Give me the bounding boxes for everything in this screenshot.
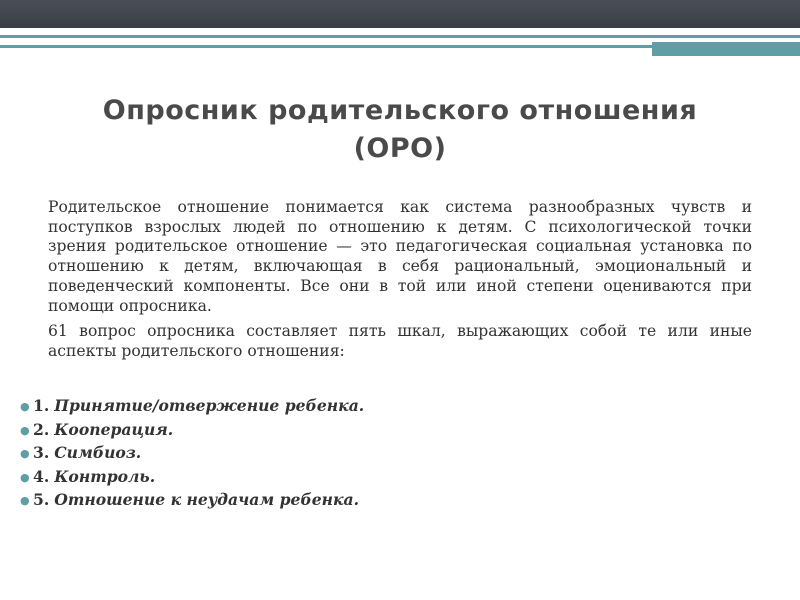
- list-item-number: 5.: [33, 490, 50, 509]
- accent-stripe-block: [652, 42, 800, 56]
- list-item-number: 1.: [33, 396, 50, 415]
- bullet-dot-icon: ●: [20, 494, 30, 507]
- list-item: [20, 441, 760, 465]
- list-item: [20, 465, 760, 489]
- list-item: [20, 394, 760, 418]
- scale-list: [20, 394, 760, 512]
- slide-title-line2: (ОРО): [353, 133, 447, 164]
- list-item-text: Отношение к неудачам ребенка.: [54, 490, 360, 509]
- list-item-text: Принятие/отвержение ребенка.: [54, 396, 365, 415]
- slide-title: [40, 92, 760, 168]
- list-item-text: Кооперация.: [54, 419, 174, 439]
- list-item-number: 2.: [33, 419, 50, 439]
- list-item-number: 4.: [33, 466, 50, 486]
- header-bar: [0, 0, 800, 28]
- list-item-text: Контроль.: [54, 466, 156, 486]
- paragraph-definition: Родительское отношение понимается как система разнообразных чувств и поступков взрослых людей по отношению к детям. С психологической точки зрения родительское отношение — это педагогическая социальная установка по отношению к детям, включающая в себя рациональный, эмоциональный и поведенческий компоненты. Все они в той или иной степени оцениваются при помощи опросника.: [48, 198, 752, 315]
- accent-stripe-top: [0, 35, 800, 38]
- bullet-dot-icon: ●: [20, 423, 30, 437]
- slide-title-line1: Опросник родительского отношения: [102, 95, 698, 126]
- paragraph-scales: 61 вопрос опросника составляет пять шкал, выражающих собой те или иные аспекты родительского отношения:: [48, 322, 752, 360]
- slide-body: [48, 198, 752, 368]
- bullet-dot-icon: ●: [20, 470, 30, 484]
- bullet-dot-icon: ●: [20, 447, 30, 460]
- bullet-dot-icon: ●: [20, 400, 30, 413]
- accent-stripe-bottom: [0, 45, 652, 48]
- list-item: [20, 488, 760, 512]
- list-item: [20, 418, 760, 442]
- list-item-text: Симбиоз.: [54, 443, 142, 462]
- list-item-number: 3.: [33, 443, 50, 462]
